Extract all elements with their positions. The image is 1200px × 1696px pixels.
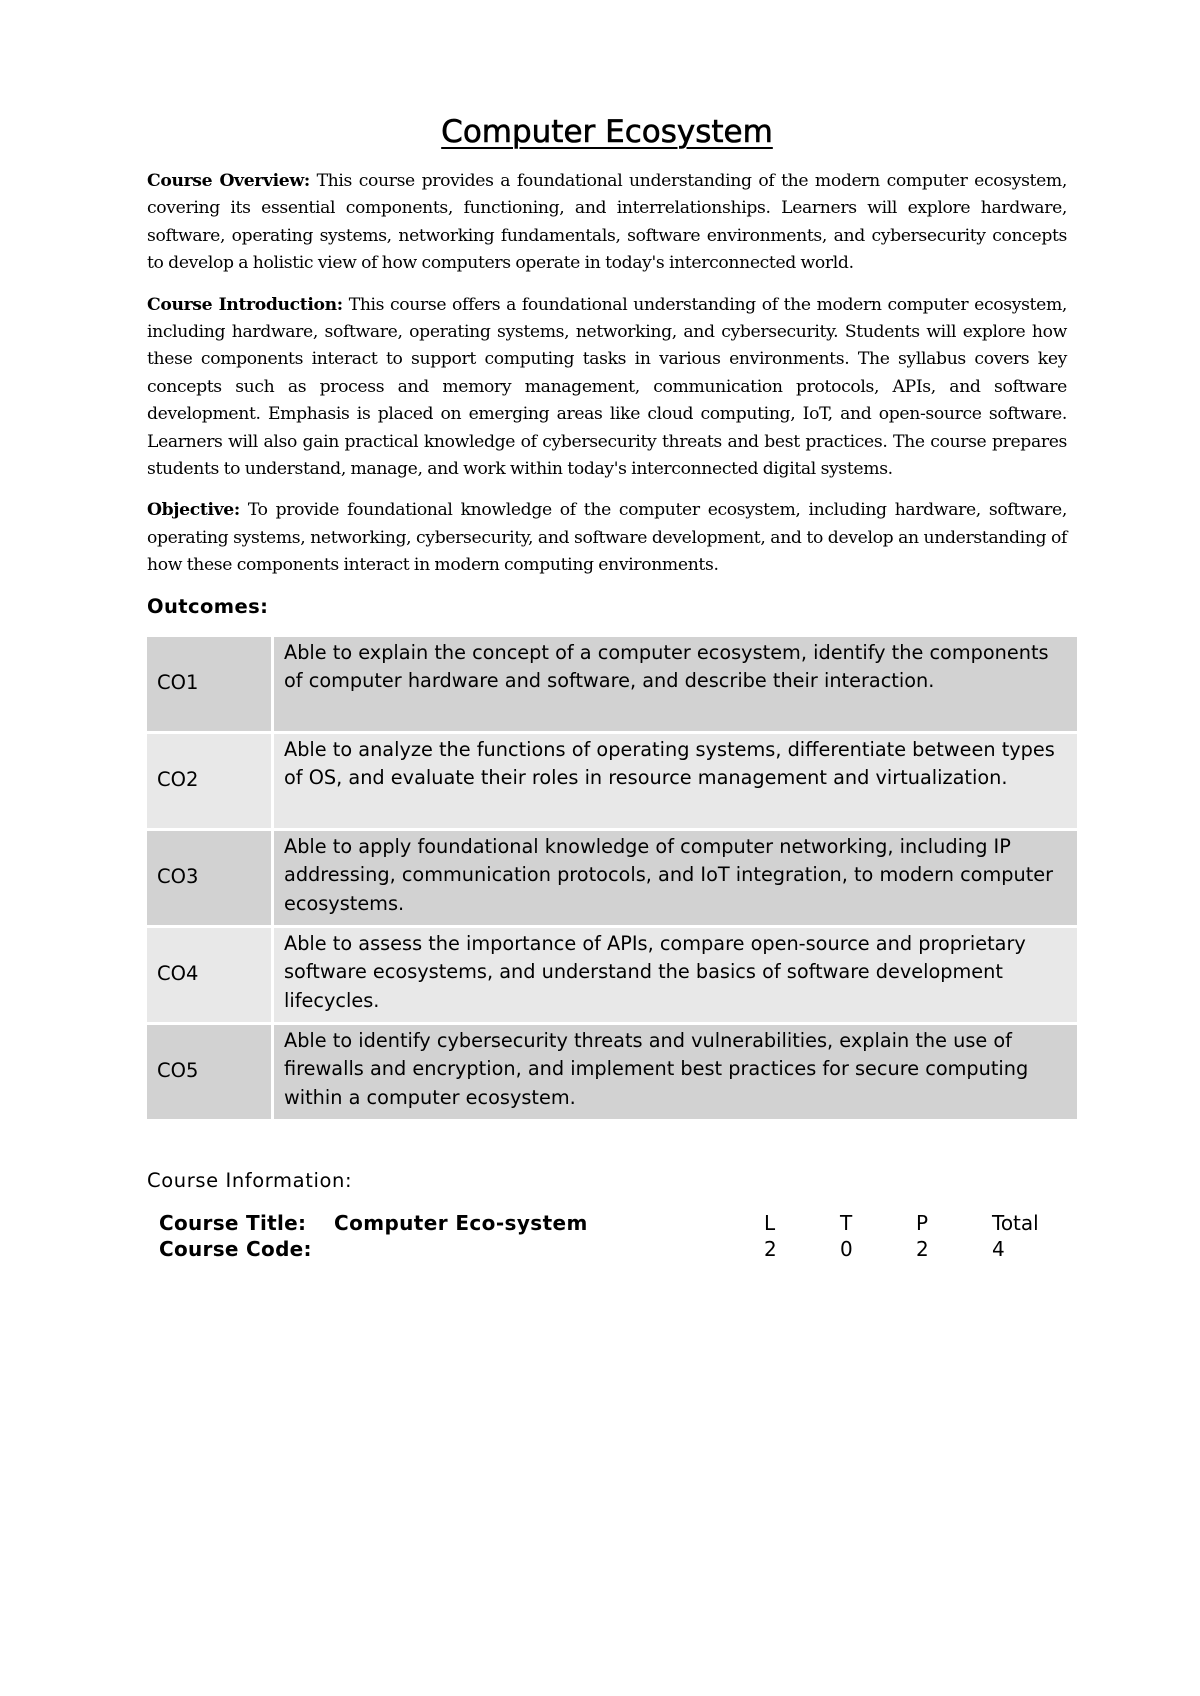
outcomes-table: [144, 634, 1080, 1122]
document-page: [147, 110, 1067, 1270]
table-row: [147, 637, 1077, 731]
objective-paragraph: [147, 497, 1067, 579]
course-information-heading: Course Information:: [147, 1168, 353, 1192]
outcome-description: Able to explain the concept of a computer ecosystem, identify the components of computer hardware and software, and describe their interaction.: [274, 637, 1077, 731]
course-introduction-paragraph: [147, 292, 1067, 484]
credit-header-total: Total: [992, 1210, 1039, 1235]
credit-value-p: 2: [916, 1236, 929, 1261]
table-row: [147, 734, 1077, 828]
course-introduction-label: Course Introduction:: [147, 294, 343, 315]
course-overview-paragraph: [147, 168, 1067, 278]
outcome-code: CO1: [147, 637, 271, 731]
course-title-label: Course Title:: [159, 1210, 307, 1235]
outcome-code: CO2: [147, 734, 271, 828]
page-title: Computer Ecosystem: [441, 114, 773, 150]
outcome-code: CO5: [147, 1025, 271, 1119]
outcome-code: CO3: [147, 831, 271, 925]
outcome-description: Able to identify cybersecurity threats and vulnerabilities, explain the use of firewalls and encryption, and implement best practices for secure computing within a computer ecosystem.: [274, 1025, 1077, 1119]
outcome-code: CO4: [147, 928, 271, 1022]
outcome-description: Able to assess the importance of APIs, compare open-source and proprietary software ecosystems, and understand the basics of software development lifecycles.: [274, 928, 1077, 1022]
course-title-value: Computer Eco-system: [334, 1210, 588, 1235]
objective-label: Objective:: [147, 500, 240, 521]
table-row: [147, 1025, 1077, 1119]
objective-text: To provide foundational knowledge of the computer ecosystem, including hardware, software, operating systems, networking, cybersecurity, and software development, and to develop an understanding of how these components interact in modern computing environments.: [147, 500, 1067, 576]
course-information-grid: [147, 1210, 1067, 1270]
credit-value-t: 0: [840, 1236, 853, 1261]
outcome-description: Able to apply foundational knowledge of computer networking, including IP addressing, communication protocols, and IoT integration, to modern computer ecosystems.: [274, 831, 1077, 925]
credit-header-t: T: [840, 1210, 853, 1235]
credit-value-l: 2: [764, 1236, 777, 1261]
outcome-description: Able to analyze the functions of operating systems, differentiate between types of OS, and evaluate their roles in resource management and virtualization.: [274, 734, 1077, 828]
credit-header-p: P: [916, 1210, 929, 1235]
credit-value-total: 4: [992, 1236, 1005, 1261]
course-introduction-text: This course offers a foundational understanding of the modern computer ecosystem, including hardware, software, operating systems, networking, and cybersecurity. Students will explore how these components interact to support computing tasks in various environments. The syllabus covers key concepts such as process and memory management, communication protocols, APIs, and software development. Emphasis is placed on emerging areas like cloud computing, IoT, and open-source software. Learners will also gain practical knowledge of cybersecurity threats and best practices. The course prepares students to understand, manage, and work within today's interconnected digital systems.: [147, 294, 1068, 480]
credit-header-l: L: [764, 1210, 776, 1235]
table-row: [147, 928, 1077, 1022]
table-row: [147, 831, 1077, 925]
outcomes-heading: Outcomes:: [147, 594, 269, 618]
course-code-label: Course Code:: [159, 1236, 312, 1261]
course-overview-text: This course provides a foundational understanding of the modern computer ecosystem, covering its essential components, functioning, and interrelationships. Learners will explore hardware, software, operating systems, networking fundamentals, software environments, and cybersecurity concepts to develop a holistic view of how computers operate in today's interconnected world.: [147, 171, 1067, 274]
course-overview-label: Course Overview:: [147, 171, 310, 191]
